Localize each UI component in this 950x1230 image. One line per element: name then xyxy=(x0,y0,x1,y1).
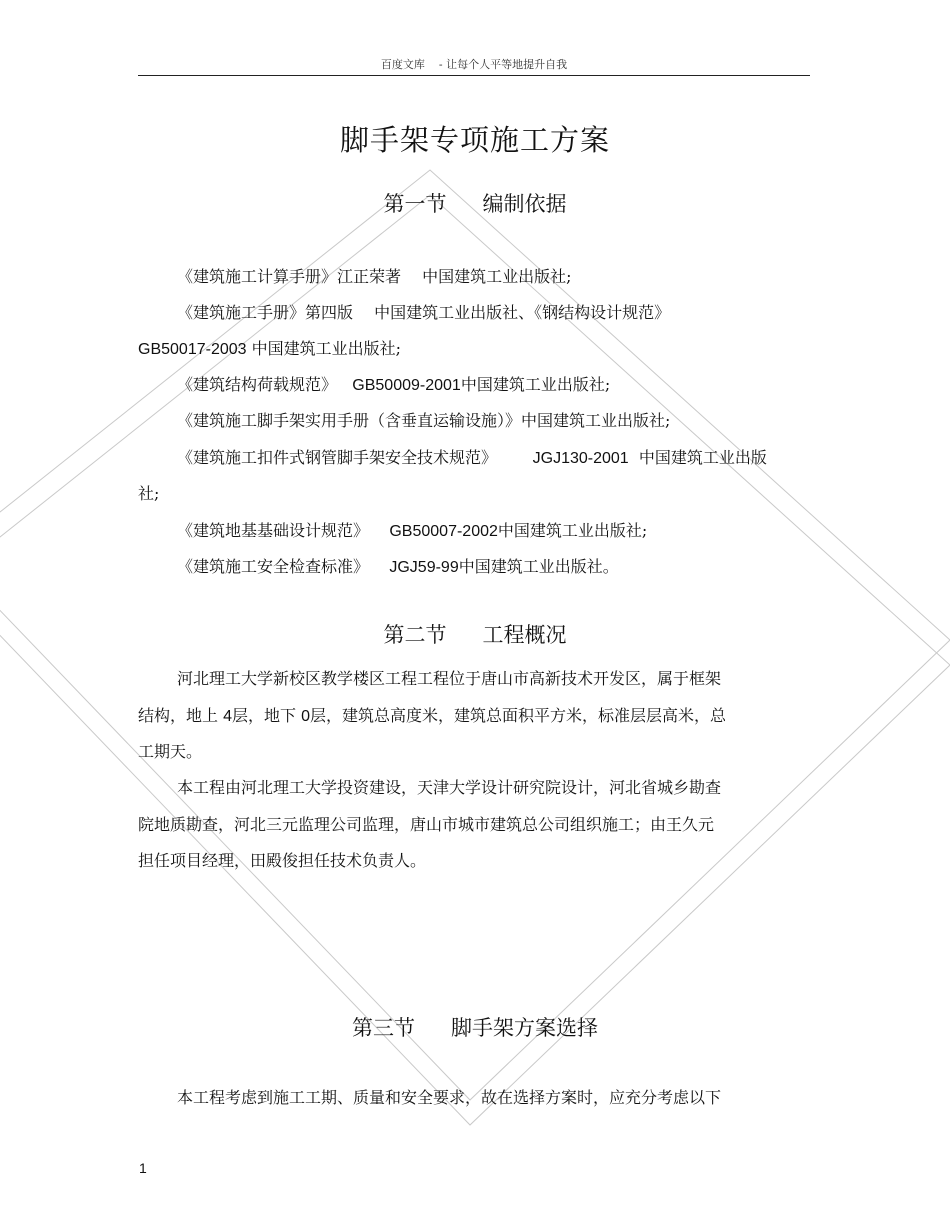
floors-below: 0 xyxy=(301,708,311,725)
section-2-number: 第二节 xyxy=(383,623,447,647)
reference-7-name: 《建筑施工安全检查标准》 xyxy=(177,557,370,576)
floors-above: 4 xyxy=(223,708,233,725)
overview-text-c: 层，地下 xyxy=(232,706,297,725)
section-1-number: 第一节 xyxy=(383,192,447,216)
reference-2-code: GB50017-2003 xyxy=(138,341,247,358)
reference-3 xyxy=(177,372,610,395)
overview-p1-line1: 河北理工大学新校区教学楼区工程工程位于唐山市高新技术开发区，属于框架 xyxy=(177,669,722,688)
reference-6-code: GB50007-2002 xyxy=(389,523,498,540)
reference-7-code: JGJ59-99 xyxy=(389,559,459,576)
reference-3-publisher: 中国建筑工业出版社; xyxy=(460,375,611,394)
section-3-name: 脚手架方案选择 xyxy=(451,1016,598,1040)
header-separator: - xyxy=(438,58,443,71)
section-3-heading xyxy=(0,1012,950,1042)
reference-5-code: JGJ130-2001 xyxy=(532,450,629,467)
reference-5-continued: 社; xyxy=(138,484,160,503)
reference-5-publisher: 中国建筑工业出版 xyxy=(638,448,767,467)
reference-2-publisher: 中国建筑工业出版社; xyxy=(251,339,402,358)
section-1-name: 编制依据 xyxy=(482,192,567,216)
overview-p1-line3: 工期天。 xyxy=(138,742,203,761)
header-slogan: 让每个人平等地提升自我 xyxy=(446,58,568,71)
reference-6 xyxy=(177,518,647,541)
reference-1: 《建筑施工计算手册》江正荣著 中国建筑工业出版社; xyxy=(177,267,572,286)
overview-p2-line2: 院地质勘查，河北三元监理公司监理，唐山市城市建筑总公司组织施工；由王久元 xyxy=(138,815,715,834)
reference-3-code: GB50009-2001 xyxy=(352,377,461,394)
page-header xyxy=(138,56,810,72)
reference-3-name: 《建筑结构荷载规范》 xyxy=(177,375,338,394)
selection-line1: 本工程考虑到施工工期、质量和安全要求，故在选择方案时，应充分考虑以下 xyxy=(177,1088,722,1107)
reference-7-publisher: 中国建筑工业出版社。 xyxy=(458,557,619,576)
reference-4: 《建筑施工脚手架实用手册（含垂直运输设施）》中国建筑工业出版社; xyxy=(177,411,671,430)
reference-2: 《建筑施工手册》第四版 中国建筑工业出版社、《钢结构设计规范》 xyxy=(177,303,671,322)
section-1-heading xyxy=(0,188,950,218)
reference-6-name: 《建筑地基基础设计规范》 xyxy=(177,521,370,540)
section-3-number: 第三节 xyxy=(352,1016,415,1040)
document-title: 脚手架专项施工方案 xyxy=(339,123,610,157)
page-number: 1 xyxy=(139,1160,147,1176)
reference-7 xyxy=(177,554,619,577)
reference-6-publisher: 中国建筑工业出版社; xyxy=(497,521,648,540)
overview-p1-line2 xyxy=(138,703,726,726)
section-2-heading xyxy=(0,619,950,649)
reference-5-name: 《建筑施工扣件式钢管脚手架安全技术规范》 xyxy=(177,448,498,467)
header-rule xyxy=(138,75,810,76)
overview-p2-line1: 本工程由河北理工大学投资建设，天津大学设计研究院设计，河北省城乡勘查 xyxy=(177,778,722,797)
overview-p2-line3: 担任项目经理，田殿俊担任技术负责人。 xyxy=(138,851,427,870)
reference-5 xyxy=(177,445,767,468)
section-2-name: 工程概况 xyxy=(482,623,567,647)
reference-2-continued xyxy=(138,336,401,359)
overview-text-e: 层，建筑总高度米，建筑总面积平方米，标准层层高米，总 xyxy=(310,706,727,725)
header-site: 百度文库 xyxy=(380,58,425,71)
overview-text-a: 结构，地上 xyxy=(138,706,219,725)
